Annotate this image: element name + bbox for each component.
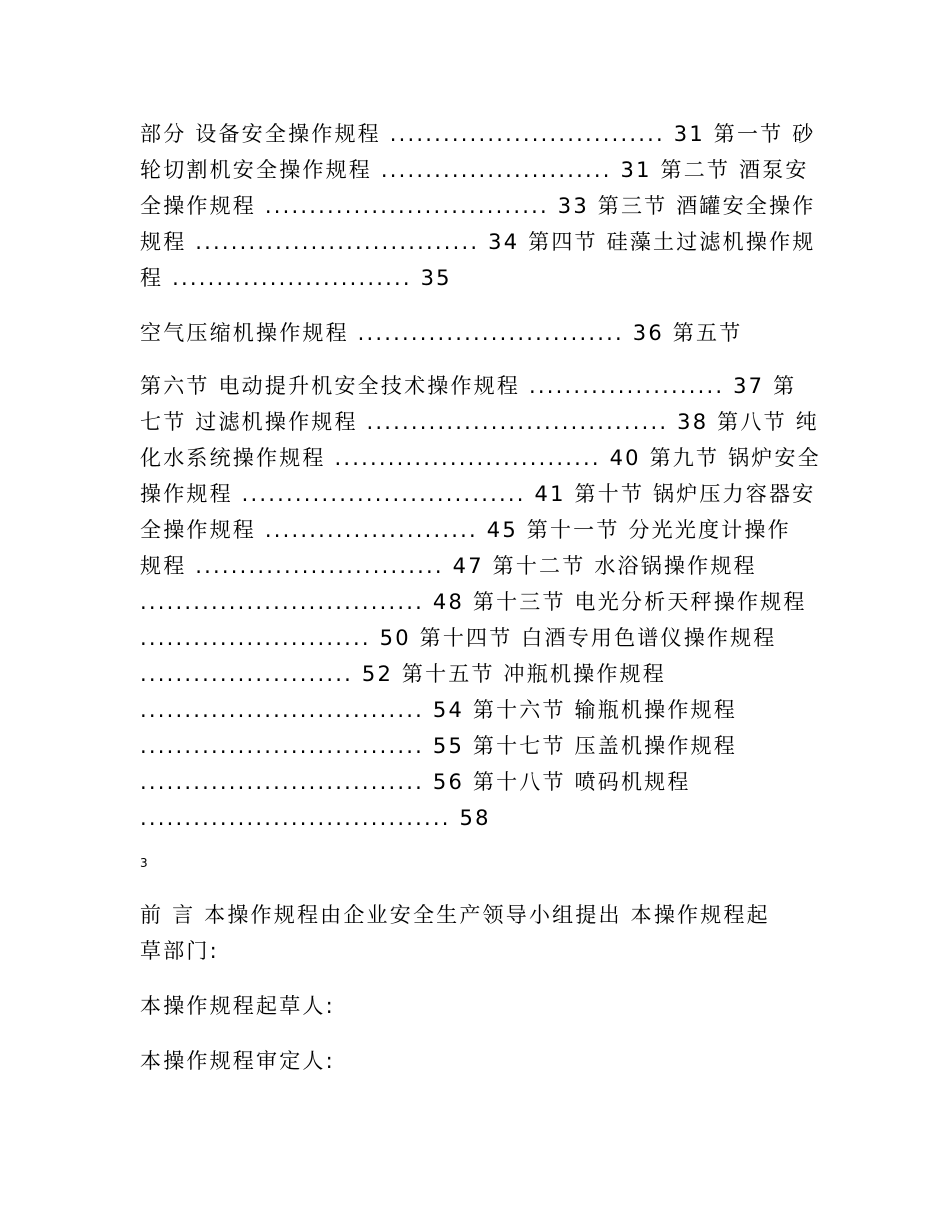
toc-line: ........................ 52 第十五节 冲瓶机操作规程 xyxy=(140,662,666,686)
toc-line: ................................ 56 第十八节 喷码机规程 xyxy=(140,770,691,794)
toc-line: 轮切割机安全操作规程 .......................... 31 第二节 酒泵安 xyxy=(140,158,809,182)
toc-line: .......................... 50 第十四节 白酒专用色谱仪操作规程 xyxy=(140,626,777,650)
toc-line: 化水系统操作规程 .............................. 40 第九节 锅炉安全 xyxy=(140,446,821,470)
toc-line: ................................ 48 第十三节 电光分析天秤操作规程 xyxy=(140,590,807,614)
toc-line: 全操作规程 ........................ 45 第十一节 分光光度计操作 xyxy=(140,518,791,542)
toc-line: 第六节 电动提升机安全技术操作规程 ...................... 37 第 xyxy=(140,374,797,398)
toc-line: ................................ 54 第十六节 输瓶机操作规程 xyxy=(140,698,737,722)
toc-line: ................................ 55 第十七节 压盖机操作规程 xyxy=(140,734,737,758)
page-number: 3 xyxy=(140,856,148,870)
toc-line: 空气压缩机操作规程 .............................. 36 第五节 xyxy=(140,321,743,345)
toc-line: ................................... 58 xyxy=(140,806,491,830)
toc-line: 七节 过滤机操作规程 .................................. 38 第八节 纯 xyxy=(140,410,819,434)
preface-line: 本操作规程审定人: xyxy=(140,1049,335,1073)
toc-line: 部分 设备安全操作规程 ............................... 31 第一节 砂 xyxy=(140,122,816,146)
toc-line: 操作规程 ................................ 41 第十节 锅炉压力容器安 xyxy=(140,482,816,506)
preface-line: 本操作规程起草人: xyxy=(140,994,335,1018)
preface-line: 前 言 本操作规程由企业安全生产领导小组提出 本操作规程起 xyxy=(140,903,770,927)
toc-line: 规程 ................................ 34 第四节 硅藻土过滤机操作规 xyxy=(140,230,816,254)
preface-line: 草部门: xyxy=(140,939,219,963)
toc-line: 规程 ............................ 47 第十二节 水浴锅操作规程 xyxy=(140,554,757,578)
toc-line: 程 ........................... 35 xyxy=(140,266,452,290)
toc-line: 全操作规程 ................................ 33 第三节 酒罐安全操作 xyxy=(140,194,816,218)
